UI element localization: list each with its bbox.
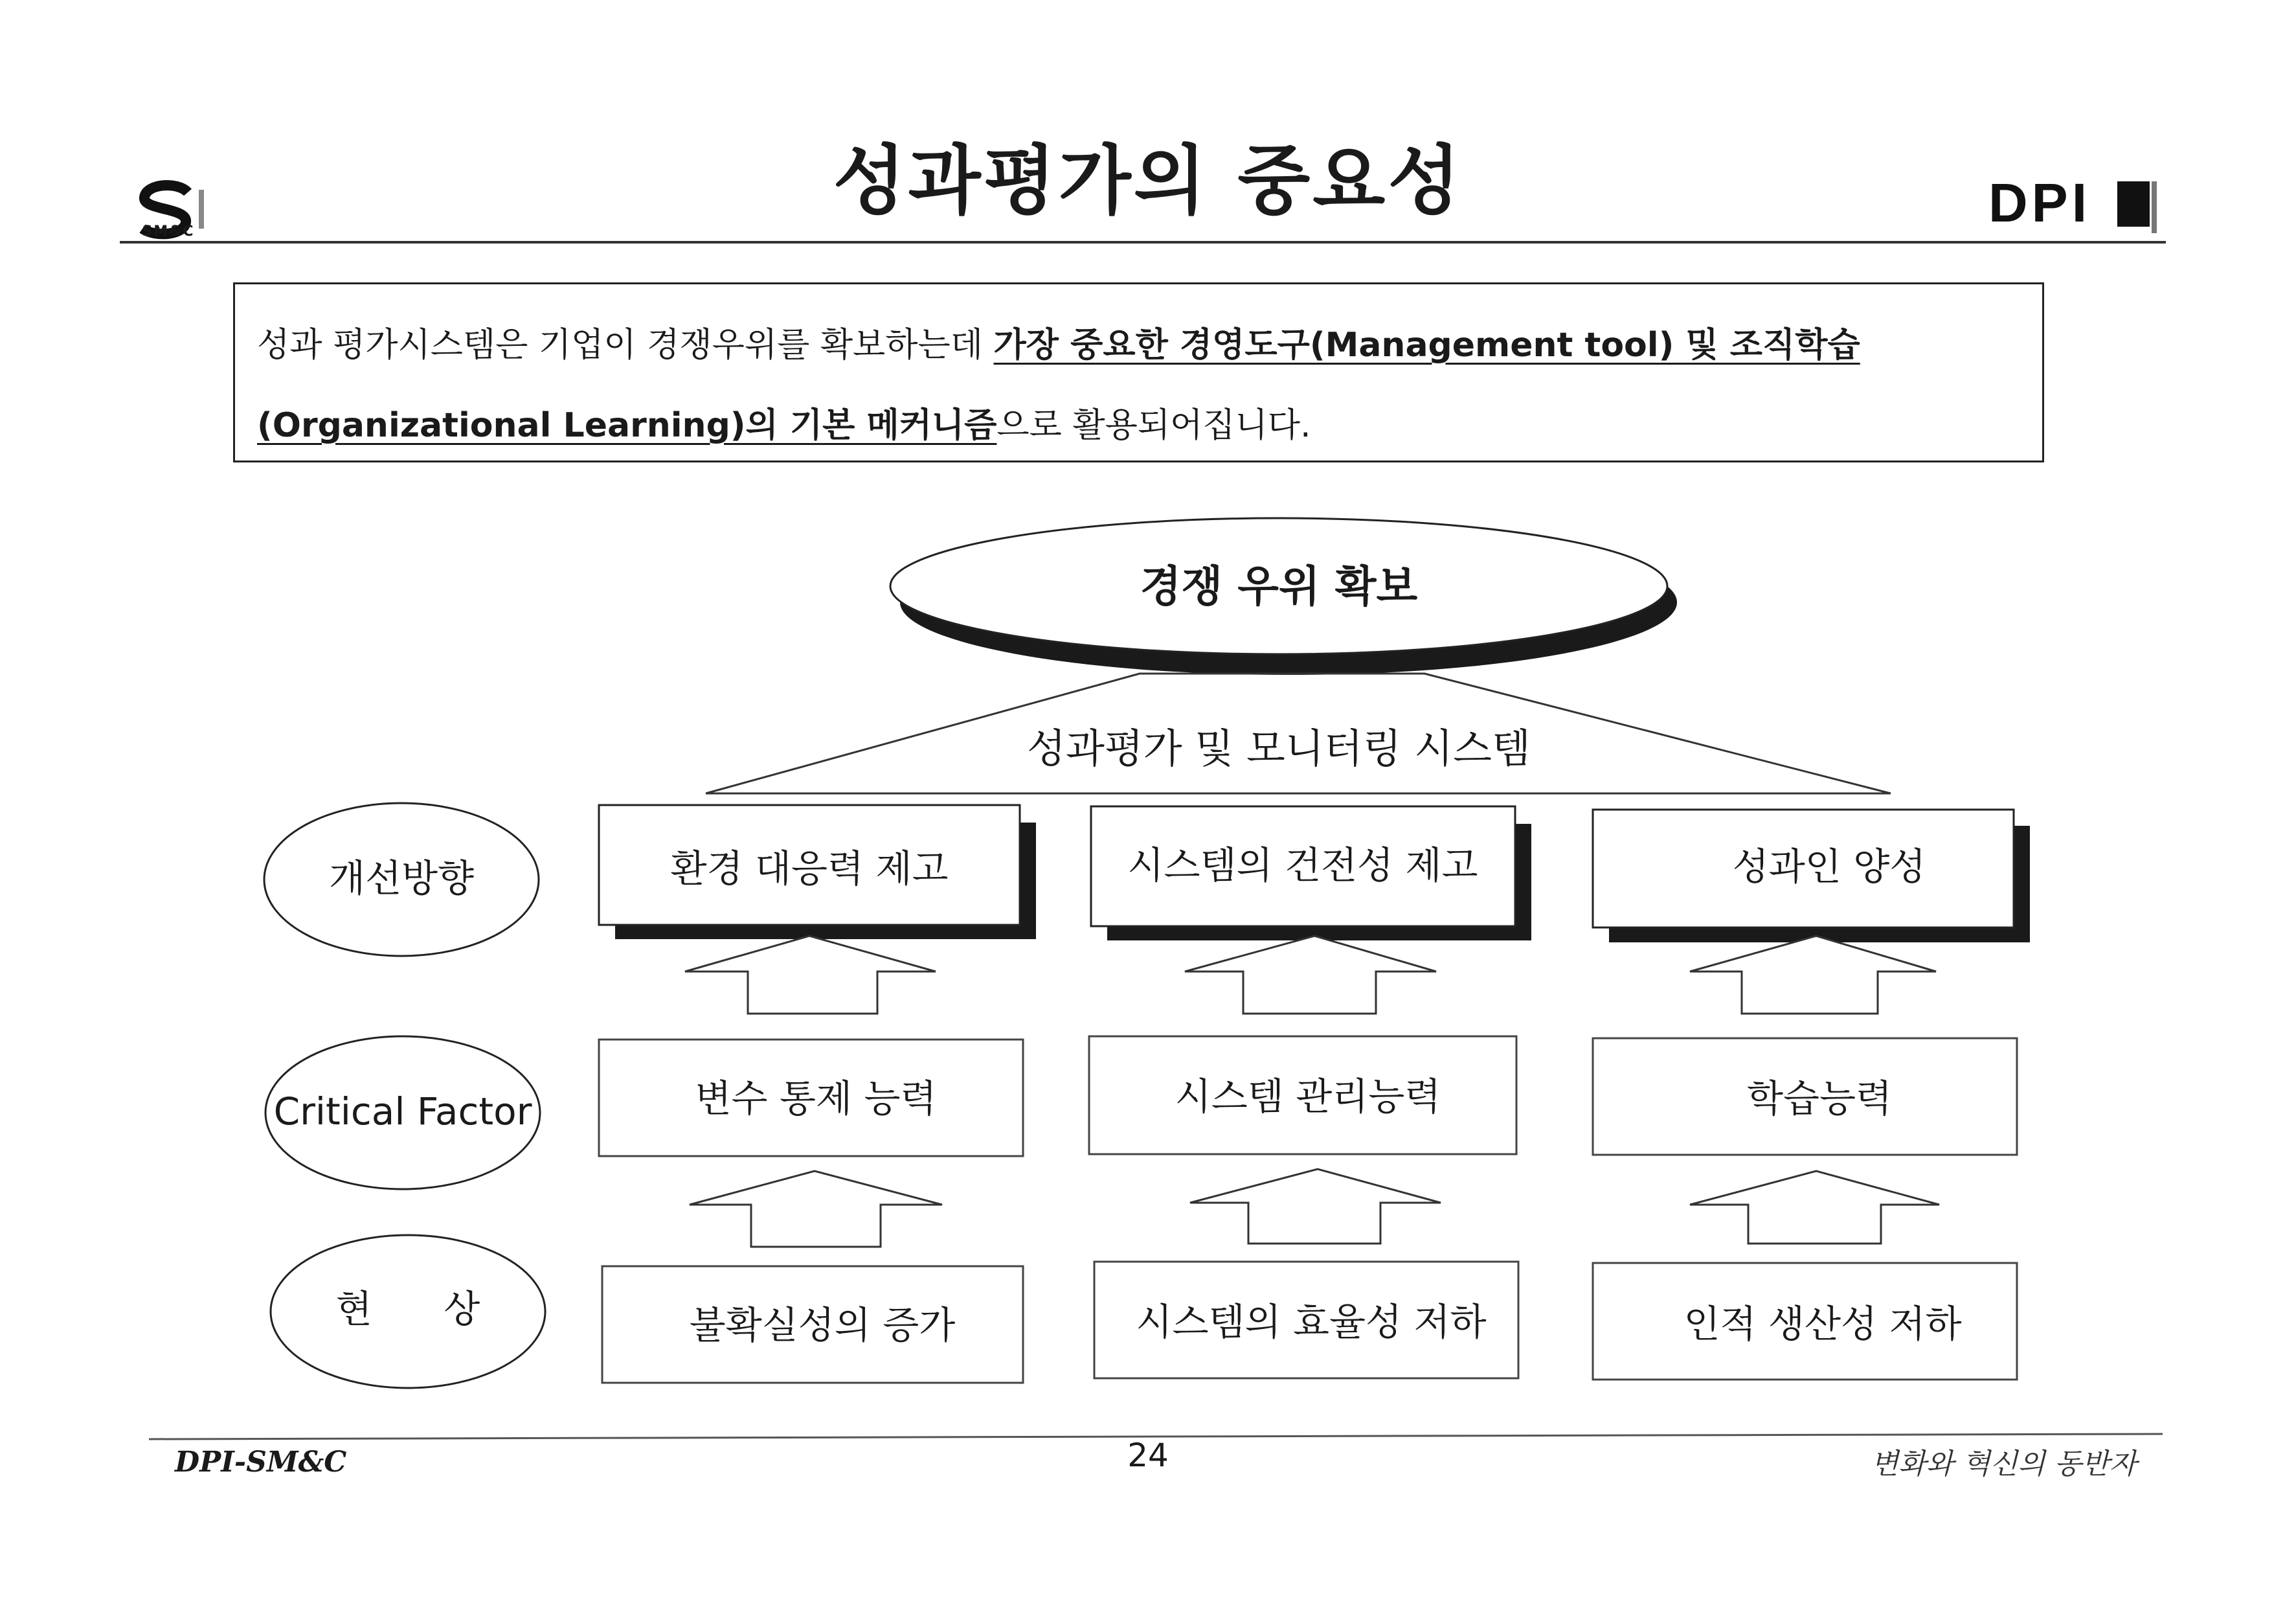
row-label-improvement: 개선방향	[328, 856, 475, 901]
logo-right-text: DPI	[1988, 172, 2091, 233]
goal-text: 경쟁 우위 확보	[1140, 562, 1418, 612]
phenomena-text-1: 불확실성의 증가	[689, 1303, 956, 1348]
critical-text-3: 학습능력	[1746, 1076, 1893, 1121]
summary-line-1-emphasis: 가장 중요한 경영도구(Management tool) 및 조직학습	[993, 326, 1860, 365]
improvement-text-3: 성과인 양성	[1732, 845, 1926, 889]
footer-slogan: 변화와 혁신의 동반자	[1871, 1448, 2137, 1481]
summary-line-2-plain: 으로 활용되어집니다.	[996, 406, 1311, 445]
up-arrow-2a	[1185, 936, 1436, 1014]
page-title: 성과평가의 중요성	[833, 137, 1463, 225]
page-number: 24	[1127, 1437, 1169, 1474]
footer-company: DPI-SM&C	[175, 1446, 347, 1479]
up-arrow-1a	[685, 936, 936, 1014]
phenomena-text-3: 인적 생산성 저하	[1683, 1302, 1962, 1347]
critical-text-1: 변수 통제 능력	[695, 1076, 937, 1121]
up-arrow-3b	[1690, 1171, 1939, 1244]
improvement-text-1: 환경 대응력 제고	[670, 847, 949, 891]
logo-left-text: SM&C	[142, 223, 195, 240]
up-arrow-2b	[1190, 1169, 1441, 1244]
row-label-phenomena: 현 상	[335, 1287, 480, 1332]
improvement-text-2: 시스템의 건전성 제고	[1127, 843, 1478, 888]
up-arrow-3a	[1690, 936, 1936, 1014]
system-label: 성과평가 및 모니터링 시스템	[1027, 725, 1531, 773]
row-label-critical: Critical Factor	[273, 1089, 532, 1134]
critical-text-2: 시스템 관리능력	[1175, 1074, 1441, 1119]
summary-line-2-emphasis: (Organizational Learning)의 기본 메커니즘	[257, 406, 997, 445]
summary-line-1-plain: 성과 평가시스템은 기업이 경쟁우위를 확보하는데	[257, 326, 994, 365]
up-arrow-1b	[690, 1171, 942, 1247]
phenomena-text-2: 시스템의 효율성 저하	[1136, 1300, 1487, 1345]
